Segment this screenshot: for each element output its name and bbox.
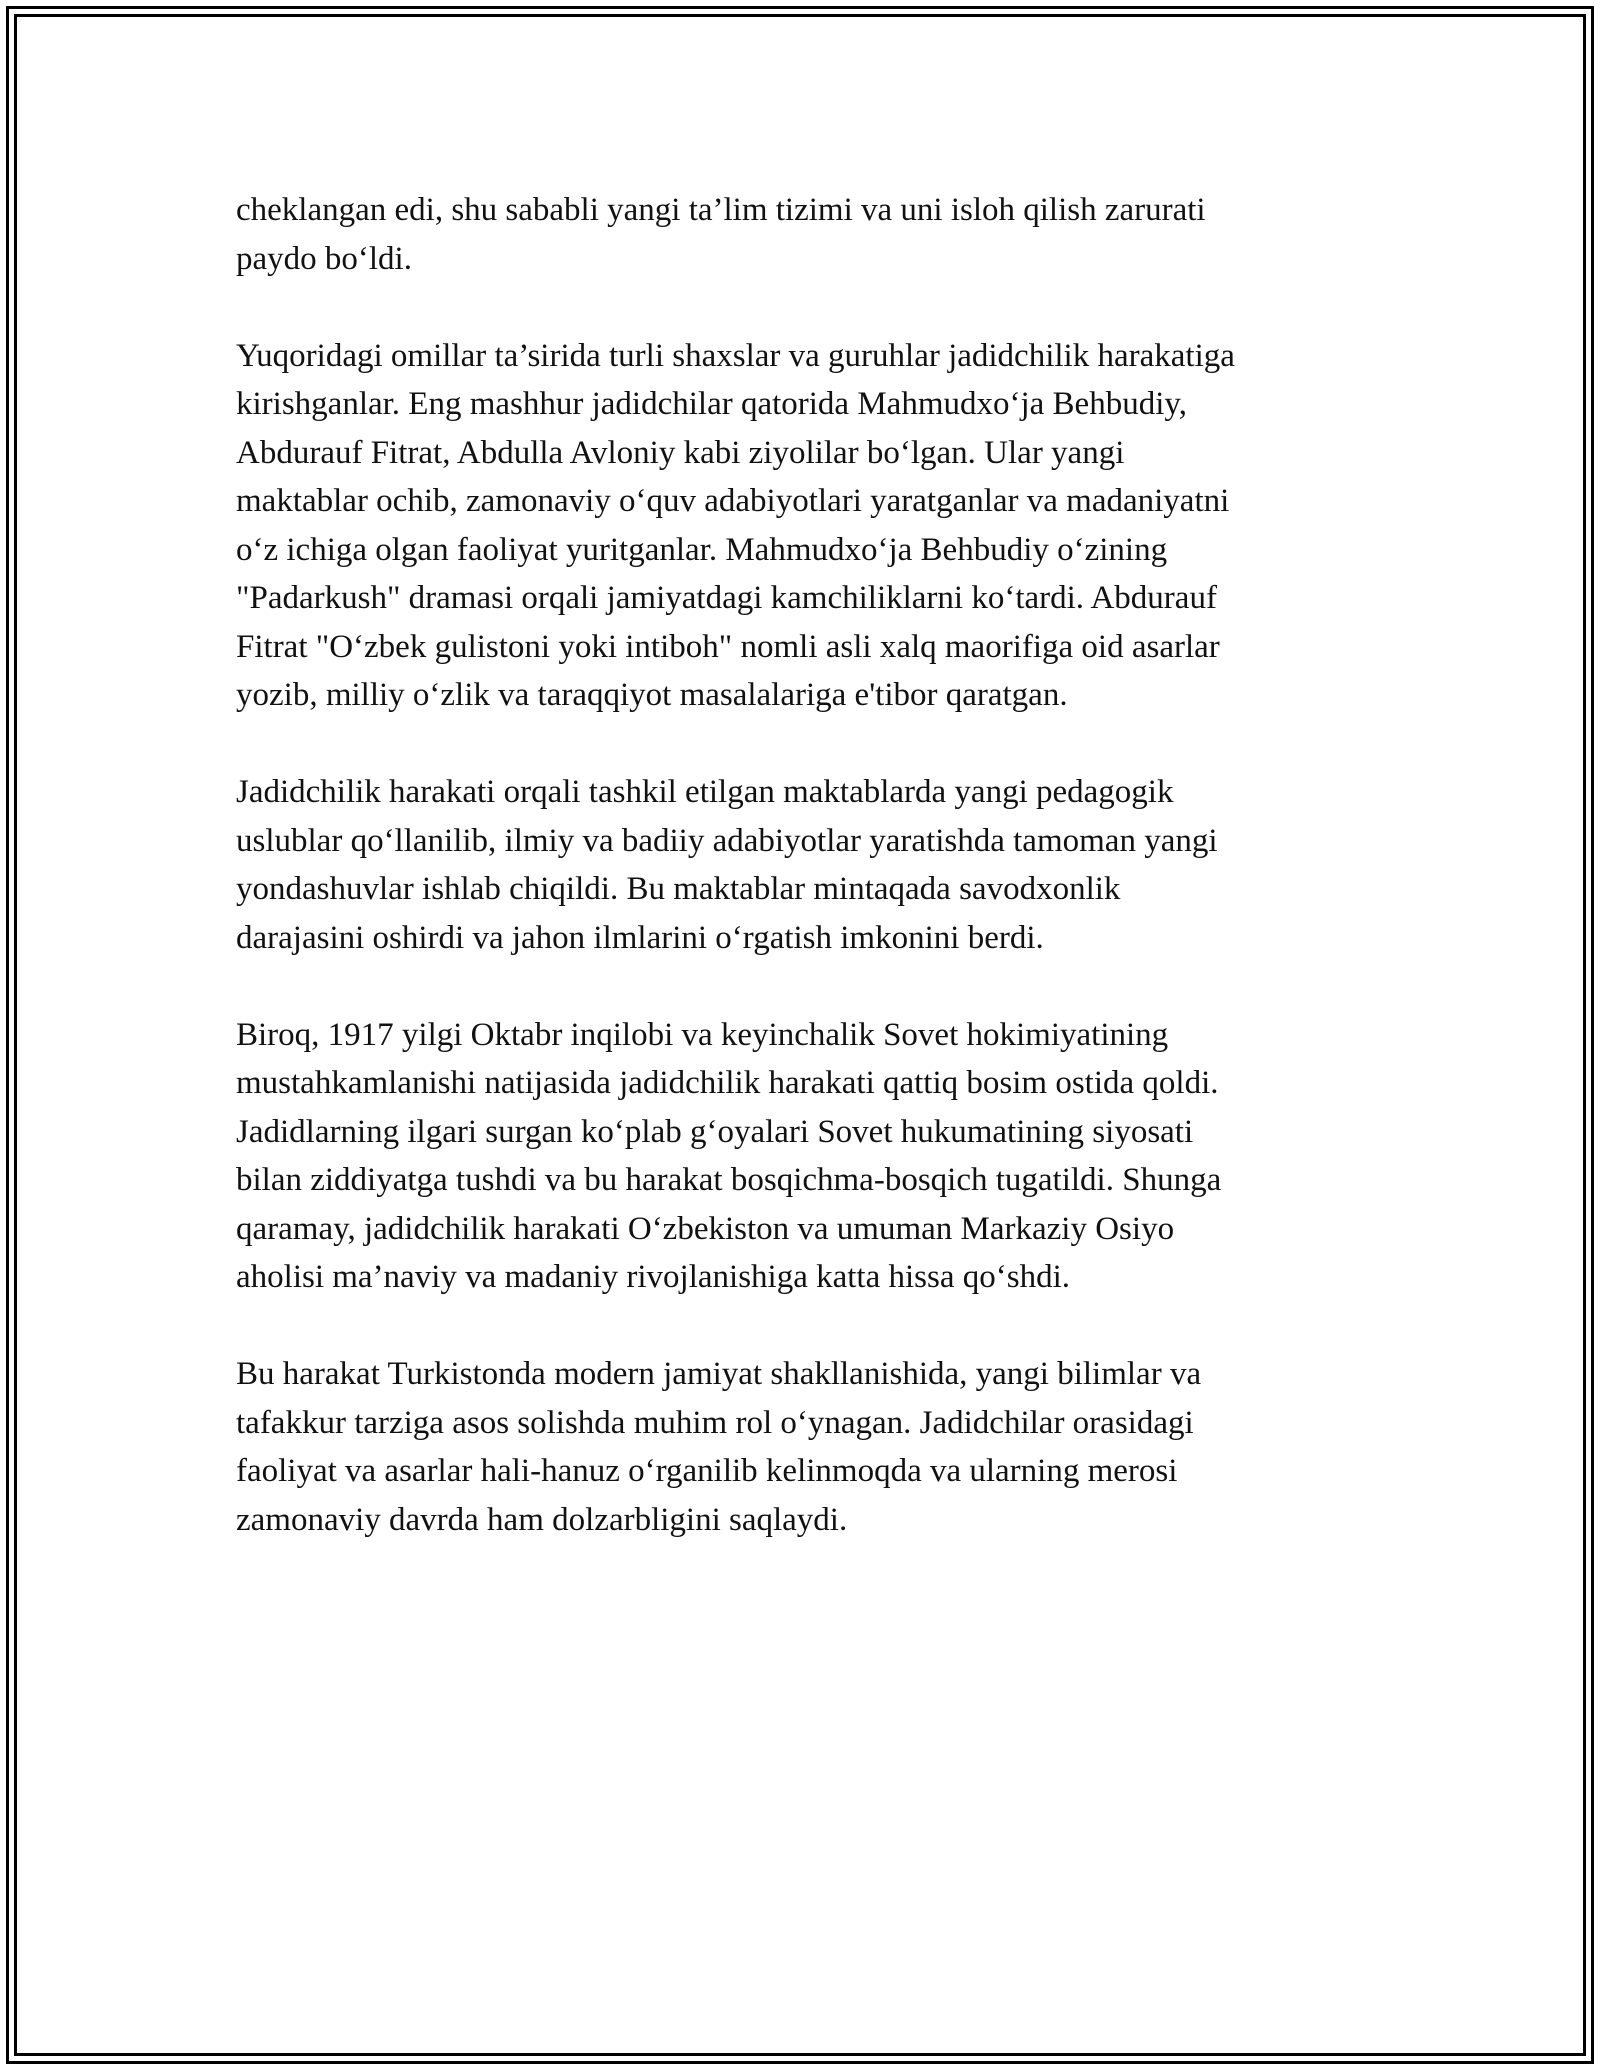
document-body xyxy=(236,186,1366,1593)
paragraph-5: Bu harakat Turkistonda modern jamiyat shakllanishida, yangi bilimlar va tafakkur tarziga asos solishda muhim rol o‘ynagan. Jadidchilar orasidagi faoliyat va asarlar hali-hanuz o‘rganilib kelinmoqda va ularning merosi zamonaviy davrda ham dolzarbligini saqlaydi. xyxy=(236,1356,1202,1538)
paragraph-1: cheklangan edi, shu sababli yangi ta’lim tizimi va uni isloh qilish zarurati paydo bo‘ldi. xyxy=(236,192,1206,277)
paragraph-2: Yuqoridagi omillar ta’sirida turli shaxslar va guruhlar jadidchilik harakatiga kirishganlar. Eng mashhur jadidchilar qatorida Mahmudxo‘ja Behbudiy, Abdurauf Fitrat, Abdulla Avloniy kabi ziyolilar bo‘lgan. Ular yangi maktablar ochib, zamonaviy o‘quv adabiyotlari yaratganlar va madaniyatni o‘z ichiga olgan faoliyat yuritganlar. Mahmudxo‘ja Behbudiy o‘zining "Padarkush" dramasi orqali jamiyatdagi kamchiliklarni ko‘tardi. Abdurauf Fitrat "O‘zbek gulistoni yoki intiboh" nomli asli xalq maorifiga oid asarlar yozib, milliy o‘zlik va taraqqiyot masalalariga e'tibor qaratgan. xyxy=(236,337,1235,713)
paragraph-3: Jadidchilik harakati orqali tashkil etilgan maktablarda yangi pedagogik uslublar qo‘llanilib, ilmiy va badiiy adabiyotlar yaratishda tamoman yangi yondashuvlar ishlab chiqildi. Bu maktablar mintaqada savodxonlik darajasini oshirdi va jahon ilmlarini o‘rgatish imkonini berdi. xyxy=(236,774,1218,956)
paragraph-4: Biroq, 1917 yilgi Oktabr inqilobi va keyinchalik Sovet hokimiyatining mustahkamlanishi natijasida jadidchilik harakati qattiq bosim ostida qoldi. Jadidlarning ilgari surgan ko‘plab g‘oyalari Sovet hukumatining siyosati bilan ziddiyatga tushdi va bu harakat bosqichma-bosqich tugatildi. Shunga qaramay, jadidchilik harakati O‘zbekiston va umuman Markaziy Osiyo aholisi ma’naviy va madaniy rivojlanishiga katta hissa qo‘shdi. xyxy=(236,1016,1222,1295)
